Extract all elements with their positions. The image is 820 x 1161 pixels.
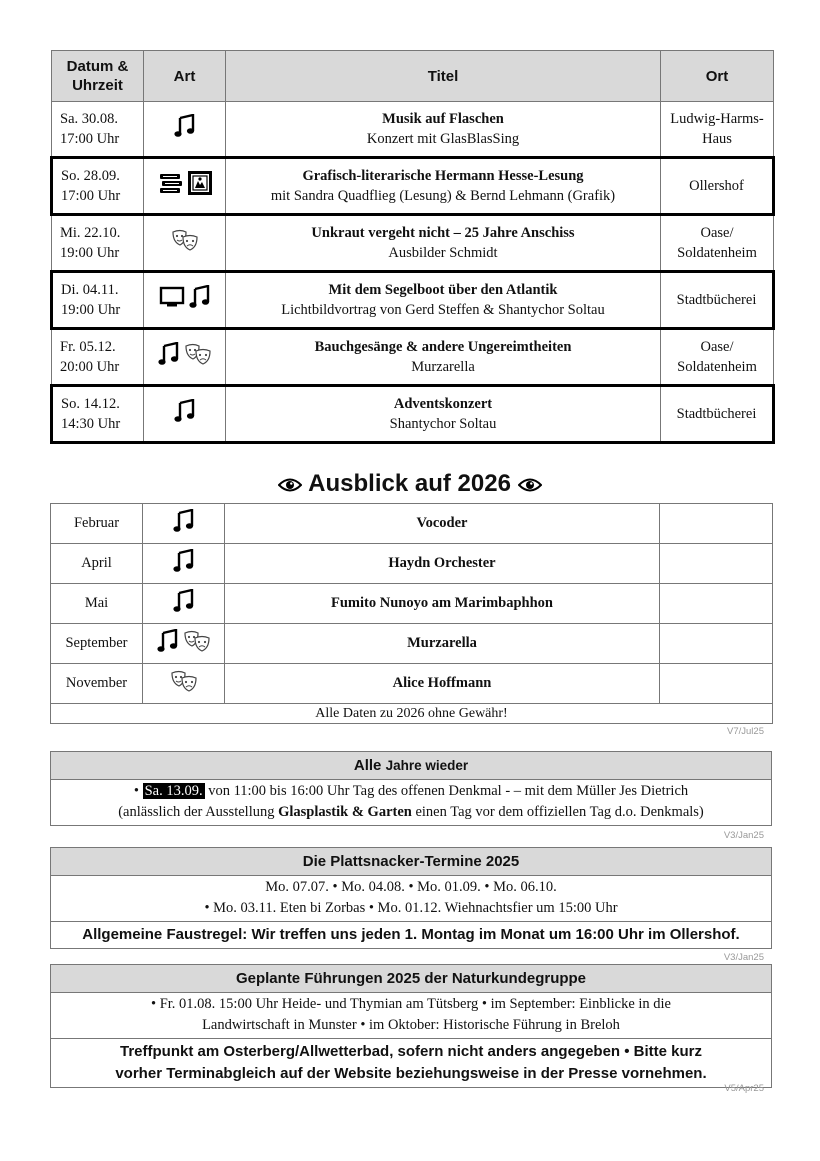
event-title: Bauchgesänge & andere Ungereimtheiten [314, 339, 572, 355]
nature-line2: Landwirtschaft in Munster • im Oktober: Historische Führung in Breloh [202, 1017, 620, 1033]
event-title: Adventskonzert [393, 396, 493, 412]
yearly-line2-pre: (anlässlich der Ausstellung [118, 804, 279, 820]
theater-masks-icon [171, 229, 199, 257]
platt-header: Die Plattsnacker-Termine 2025 [51, 848, 771, 876]
outlook-row [51, 664, 773, 704]
event-date-time: 14:30 Uhr [61, 416, 121, 432]
event-title-cell [226, 329, 661, 386]
outlook-note: Alle Daten zu 2026 ohne Gewähr! [51, 704, 773, 724]
event-subtitle: Konzert mit GlasBlasSing [366, 131, 520, 147]
event-date [52, 215, 144, 272]
music-note-icon [174, 399, 196, 429]
theater-masks-icon [183, 630, 211, 657]
nature-meet2: vorher Terminabgleich auf der Website beziehungsweise in der Presse vornehmen. [115, 1065, 707, 1082]
monitor-icon [159, 285, 185, 315]
outlook-title-text: Ausblick auf 2026 [308, 470, 511, 497]
event-date-day: Fr. 05.12. [60, 339, 116, 355]
event-subtitle: Ausbilder Schmidt [388, 245, 498, 261]
eye-icon [518, 470, 542, 497]
yearly-title-a: Alle [353, 757, 382, 774]
outlook-month: September [51, 624, 143, 664]
event-subtitle: Lichtbildvortrag von Gerd Steffen & Shantychor Soltau [281, 302, 605, 318]
header-place: Ort [661, 51, 774, 102]
header-title: Titel [226, 51, 661, 102]
theater-masks-icon [184, 343, 212, 371]
event-date-day: So. 14.12. [61, 396, 120, 412]
nature-version: V5/Apr25 [724, 1083, 764, 1094]
outlook-row [51, 544, 773, 584]
music-note-icon [157, 629, 179, 658]
picture-icon [188, 171, 212, 201]
event-date-time: 17:00 Uhr [61, 188, 121, 204]
event-title: Mit dem Segelboot über den Atlantik [328, 282, 558, 298]
event-title-cell [226, 272, 661, 329]
outlook-type [143, 624, 225, 664]
event-type [144, 329, 226, 386]
event-type [144, 386, 226, 443]
music-note-icon [173, 589, 195, 618]
event-date-time: 19:00 Uhr [61, 302, 121, 318]
outlook-month: Mai [51, 584, 143, 624]
event-row [52, 158, 774, 215]
platt-line1: Mo. 07.07. • Mo. 04.08. • Mo. 01.09. • Mo. 06.10. [265, 879, 557, 895]
nature-box [50, 964, 772, 1088]
event-place: Stadtbücherei [661, 272, 774, 329]
event-date-time: 19:00 Uhr [60, 245, 120, 261]
yearly-line1: • Sa. 13.09. von 11:00 bis 16:00 Uhr Tag des offenen Denkmal - – mit dem Müller Jes Dietrich [133, 783, 689, 799]
event-place: Oase/ Soldatenheim [661, 329, 774, 386]
yearly-line1-text: von 11:00 bis 16:00 Uhr Tag des offenen Denkmal - – mit dem Müller Jes Dietrich [204, 783, 689, 799]
platt-body [51, 876, 771, 921]
outlook-month: Februar [51, 504, 143, 544]
event-date-day: Sa. 30.08. [60, 111, 118, 127]
event-date [52, 329, 144, 386]
books-icon [158, 171, 184, 201]
eye-icon [278, 470, 302, 497]
event-row [52, 215, 774, 272]
event-title: Musik auf Flaschen [382, 111, 504, 127]
outlook-place [660, 584, 773, 624]
event-title-cell [226, 102, 661, 158]
event-type [144, 272, 226, 329]
event-date-time: 20:00 Uhr [60, 359, 120, 375]
event-date-day: Mi. 22.10. [60, 225, 121, 241]
event-title-cell [226, 158, 661, 215]
event-type [144, 158, 226, 215]
events-header-row [52, 51, 774, 102]
events-table [50, 50, 775, 444]
music-note-icon [173, 549, 195, 578]
event-title: Grafisch-literarische Hermann Hesse-Lesung [302, 168, 584, 184]
outlook-row [51, 584, 773, 624]
event-date [52, 386, 144, 443]
outlook-row [51, 504, 773, 544]
outlook-version: V7/Jul25 [727, 726, 764, 737]
music-note-icon [158, 342, 180, 372]
event-title-cell [226, 386, 661, 443]
outlook-place [660, 624, 773, 664]
theater-masks-icon [170, 670, 198, 697]
nature-meet [51, 1038, 771, 1087]
yearly-version: V3/Jan25 [723, 830, 764, 841]
outlook-table [50, 503, 773, 724]
event-date-day: So. 28.09. [61, 168, 120, 184]
event-date [52, 158, 144, 215]
header-date: Datum & Uhrzeit [52, 51, 144, 102]
outlook-name: Haydn Orchester [225, 544, 660, 584]
music-note-icon [189, 285, 211, 315]
outlook-name: Vocoder [225, 504, 660, 544]
event-subtitle: Shantychor Soltau [389, 416, 497, 432]
nature-body [51, 993, 771, 1038]
event-title-cell [226, 215, 661, 272]
outlook-place [660, 664, 773, 704]
outlook-type [143, 544, 225, 584]
music-note-icon [174, 114, 196, 144]
event-place: Ollershof [661, 158, 774, 215]
event-place: Stadtbücherei [661, 386, 774, 443]
outlook-place [660, 504, 773, 544]
event-subtitle: mit Sandra Quadflieg (Lesung) & Bernd Lehmann (Grafik) [270, 188, 616, 204]
yearly-box [50, 751, 772, 826]
event-row [52, 272, 774, 329]
outlook-row [51, 624, 773, 664]
outlook-name: Fumito Nunoyo am Marimbaphhon [225, 584, 660, 624]
platt-line2: • Mo. 03.11. Eten bi Zorbas • Mo. 01.12. Wiehnachtsfier um 15:00 Uhr [204, 900, 618, 916]
yearly-body [51, 780, 771, 825]
outlook-title [0, 470, 820, 498]
outlook-name: Murzarella [225, 624, 660, 664]
event-date-time: 17:00 Uhr [60, 131, 120, 147]
music-note-icon [173, 509, 195, 538]
event-place: Ludwig-Harms-Haus [661, 102, 774, 158]
event-date [52, 102, 144, 158]
outlook-place [660, 544, 773, 584]
event-type [144, 215, 226, 272]
yearly-date: Sa. 13.09. [144, 783, 203, 799]
yearly-line2-bold: Glasplastik & Garten [278, 804, 412, 820]
outlook-type [143, 584, 225, 624]
event-date [52, 272, 144, 329]
outlook-name: Alice Hoffmann [225, 664, 660, 704]
event-date-day: Di. 04.11. [61, 282, 119, 298]
nature-meet1: Treffpunkt am Osterberg/Allwetterbad, sofern nicht anders angegeben • Bitte kurz [119, 1043, 703, 1060]
nature-header: Geplante Führungen 2025 der Naturkundegruppe [51, 965, 771, 993]
event-subtitle: Murzarella [411, 359, 475, 375]
outlook-note-row [51, 704, 773, 724]
outlook-type [143, 504, 225, 544]
nature-line1: • Fr. 01.08. 15:00 Uhr Heide- und Thymian am Tütsberg • im September: Einblicke in die [151, 996, 671, 1012]
event-type [144, 102, 226, 158]
yearly-line2 [55, 802, 767, 823]
platt-rule: Allgemeine Faustregel: Wir treffen uns jeden 1. Montag im Monat um 16:00 Uhr im Ollershof. [51, 921, 771, 948]
event-row [52, 386, 774, 443]
yearly-header [51, 752, 771, 780]
platt-box [50, 847, 772, 949]
yearly-title-b: Jahre wieder [385, 758, 469, 773]
event-title: Unkraut vergeht nicht – 25 Jahre Anschiss [311, 225, 575, 241]
platt-version: V3/Jan25 [723, 952, 764, 963]
outlook-month: November [51, 664, 143, 704]
event-row [52, 102, 774, 158]
yearly-line2-post: einen Tag vor dem offiziellen Tag d.o. Denkmals) [411, 804, 704, 820]
outlook-type [143, 664, 225, 704]
header-type: Art [144, 51, 226, 102]
event-place: Oase/ Soldatenheim [661, 215, 774, 272]
event-row [52, 329, 774, 386]
outlook-month: April [51, 544, 143, 584]
